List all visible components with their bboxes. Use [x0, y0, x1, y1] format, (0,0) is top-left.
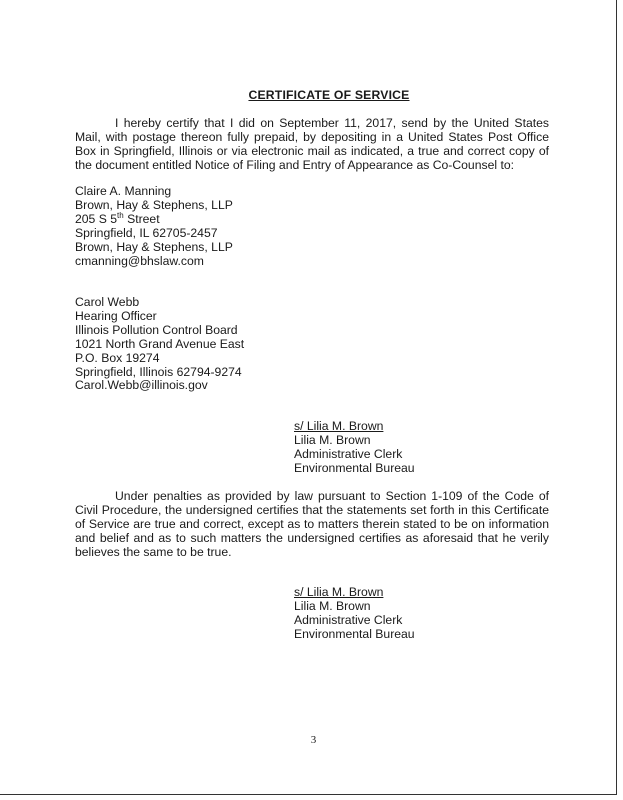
- recipient-org: Illinois Pollution Control Board: [75, 322, 238, 337]
- signer-department: Environmental Bureau: [294, 626, 415, 641]
- penalty-paragraph: [75, 490, 549, 560]
- recipient-po-box: P.O. Box 19274: [75, 350, 160, 365]
- signer-name: Lilia M. Brown: [294, 598, 371, 613]
- recipient-firm: Brown, Hay & Stephens, LLP: [75, 197, 233, 212]
- penalty-paragraph-text: Under penalties as provided by law pursuant to Section 1-109 of the Code of Civil Procedure, the undersigned certifies that the statements set forth in this Certificate of Service are true and correct, except as to matters therein stated to be on information and belief and as to such matters the undersigned certifies as aforesaid that he verily believes the same to be true.: [75, 489, 549, 559]
- recipient-name: Carol Webb: [75, 295, 140, 309]
- document-title: CERTIFICATE OF SERVICE: [248, 88, 410, 102]
- recipient-email: cmanning@bhslaw.com: [75, 253, 204, 268]
- recipient-title: Hearing Officer: [75, 308, 157, 323]
- electronic-signature: s/ Lilia M. Brown: [294, 419, 384, 433]
- recipient-city: Springfield, IL 62705-2457: [75, 225, 218, 240]
- signature-block-1: [294, 420, 415, 476]
- recipient-name: Claire A. Manning: [75, 184, 172, 198]
- page-number: 3: [310, 734, 317, 746]
- electronic-signature: s/ Lilia M. Brown: [294, 585, 384, 599]
- recipient-city: Springfield, Illinois 62794-9274: [75, 364, 242, 379]
- recipient-address-manning: [75, 185, 233, 268]
- recipient-street: 1021 North Grand Avenue East: [75, 336, 245, 351]
- recipient-email: Carol.Webb@illinois.gov: [75, 378, 208, 393]
- recipient-firm-repeat: Brown, Hay & Stephens, LLP: [75, 239, 233, 254]
- certify-paragraph: [75, 117, 549, 173]
- signer-title: Administrative Clerk: [294, 446, 403, 461]
- signer-title: Administrative Clerk: [294, 612, 403, 627]
- signature-block-2: [294, 586, 415, 642]
- recipient-address-webb: [75, 296, 244, 393]
- signer-name: Lilia M. Brown: [294, 432, 371, 447]
- certify-paragraph-text: I hereby certify that I did on September 11, 2017, send by the United States Mail, with postage thereon fully prepaid, by depositing in a United States Post Office Box in Springfield, Illinois or via electronic mail as indicated, a true and correct copy of the document entitled Notice of Filing and Entry of Appearance as Co-Counsel to:: [75, 116, 549, 172]
- signer-department: Environmental Bureau: [294, 460, 415, 475]
- recipient-street: 205 S 5th Street: [75, 210, 160, 226]
